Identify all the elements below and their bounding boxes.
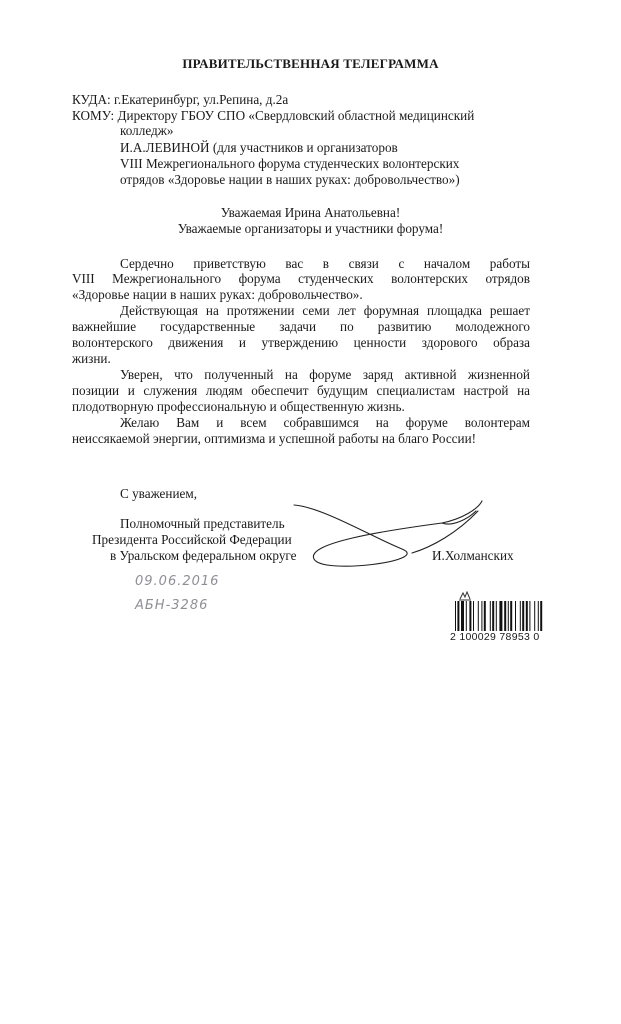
body-paragraph-3-line-1: Уверен, что полученный на форуме заряд активной жизненной [120, 367, 530, 382]
signatory-position-2: Президента Российской Федерации [92, 532, 292, 547]
barcode-bar [455, 601, 456, 631]
greeting-general: Уважаемые организаторы и участники форума! [177, 221, 444, 236]
barcode-bar [478, 601, 479, 631]
address-recipient-cont2: отрядов «Здоровье нации в наших руках: добровольчество») [120, 172, 460, 187]
barcode-bar [515, 601, 516, 631]
body-paragraph-2-line-1: Действующая на протяжении семи лет форумная площадка решает [120, 303, 530, 318]
barcode-bar [484, 601, 486, 631]
barcode-bar [499, 601, 502, 631]
barcode-bar [473, 601, 474, 631]
body-paragraph-1-line-1: Сердечно приветствую вас в связи с началом работы [120, 256, 530, 271]
barcode-bar [492, 601, 494, 631]
body-paragraph-3-line-2: позиции и служения людям обеспечит будущим специалистам настрой на [72, 383, 530, 398]
address-to-whom-cont: колледж» [120, 123, 174, 138]
greeting-personal: Уважаемая Ирина Анатольевна! [220, 205, 401, 220]
barcode-bar [540, 601, 542, 631]
barcode-bar [490, 601, 491, 631]
barcode-bar [504, 601, 506, 631]
barcode-bar [538, 601, 539, 631]
barcode-bar [469, 601, 471, 631]
body-paragraph-1-line-3: «Здоровье нации в наших руках: добровольчество». [72, 287, 363, 302]
barcode-number: 2 100029 78953 0 [450, 631, 540, 643]
barcode-bar [508, 601, 509, 631]
address-recipient: И.А.ЛЕВИНОЙ (для участников и организаторов [120, 140, 398, 155]
barcode-bar [496, 601, 497, 631]
signatory-name: И.Холманских [432, 548, 514, 563]
barcode-bar [522, 601, 524, 631]
body-paragraph-2-line-4: жизни. [72, 351, 111, 366]
barcode-bar [520, 601, 521, 631]
body-paragraph-2-line-2: важнейшие государственные задачи по развитию молодежного [72, 319, 530, 334]
closing-regards: С уважением, [120, 486, 197, 501]
body-paragraph-1-line-2: VIII Межрегионального форума студенческих волонтерских отрядов [72, 271, 530, 286]
signatory-position-3: в Уральском федеральном округе [110, 548, 297, 563]
document-title: ПРАВИТЕЛЬСТВЕННАЯ ТЕЛЕГРАММА [182, 56, 439, 71]
barcode-bar [457, 601, 459, 631]
body-paragraph-4-line-2: неиссякаемой энергии, оптимизма и успешной работы на благо России! [72, 431, 477, 446]
barcode-bar [534, 601, 535, 631]
barcode-bar [510, 601, 512, 631]
address-recipient-cont: VIII Межрегионального форума студенческих волонтерских [120, 156, 460, 171]
barcode-image [455, 601, 575, 631]
barcode-mark-icon [459, 591, 471, 601]
barcode-bar [466, 601, 467, 631]
handwritten-reg-number: АБН-3286 [135, 598, 209, 613]
address-to-where: КУДА: г.Екатеринбург, ул.Репина, д.2а [72, 92, 289, 107]
barcode-bar [529, 601, 530, 631]
handwritten-date: 09.06.2016 [135, 574, 220, 589]
body-paragraph-2-line-3: волонтерского движения и утверждению ценности здорового образа [72, 335, 530, 350]
barcode-bar [461, 601, 464, 631]
barcode-bar [526, 601, 528, 631]
signature-image [292, 497, 492, 579]
address-to-whom: КОМУ: Директору ГБОУ СПО «Свердловский областной медицинский [72, 108, 475, 123]
body-paragraph-3-line-3: плодотворную профессиональную и общественную жизнь. [72, 399, 405, 414]
barcode-bar [481, 601, 482, 631]
signatory-position-1: Полномочный представитель [120, 516, 285, 531]
body-paragraph-4-line-1: Желаю Вам и всем собравшимся на форуме волонтерам [120, 415, 530, 430]
